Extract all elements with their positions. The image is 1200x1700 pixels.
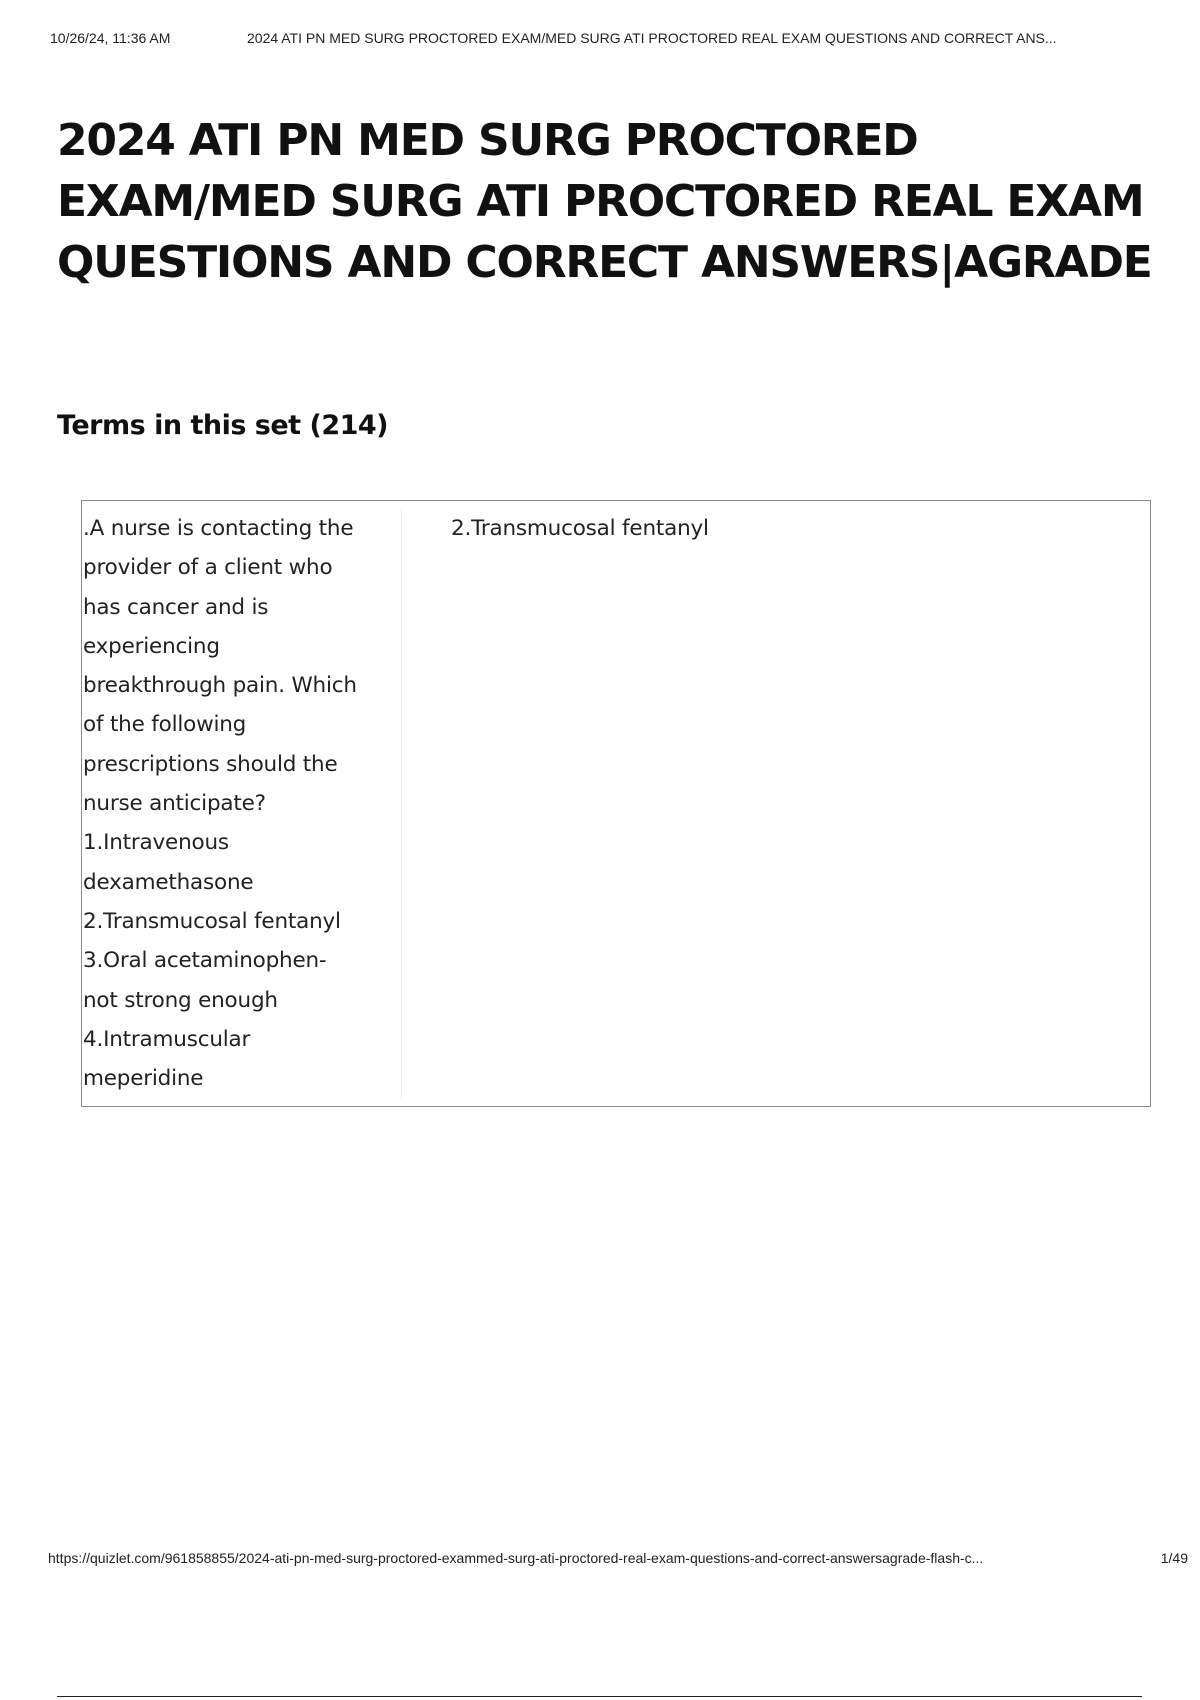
- print-footer: [48, 1550, 1188, 1570]
- print-timestamp: 10/26/24, 11:36 AM: [50, 30, 171, 46]
- page-title: 2024 ATI PN MED SURG PROCTORED EXAM/MED SURG ATI PROCTORED REAL EXAM QUESTIONS AND CORRECT ANSWERS|AGRADE: [57, 115, 1152, 288]
- print-header: [50, 30, 1180, 50]
- bottom-divider: [57, 1696, 1142, 1697]
- terms-count-heading: Terms in this set (214): [57, 410, 389, 441]
- page-number: 1/49: [1160, 1550, 1188, 1566]
- flashcard-definition: 2.Transmucosal fentanyl: [451, 516, 709, 541]
- print-footer-url: https://quizlet.com/961858855/2024-ati-pn-med-surg-proctored-exammed-surg-ati-proctored-real-exam-questions-and-correct-answersagrade-flash-c...: [48, 1550, 984, 1566]
- flashcard-term: .A nurse is contacting the provider of a client who has cancer and is experiencing breakthrough pain. Which of the following prescriptions should the nurse anticipate? 1.Intravenous dexamethasone 2.Transmucosal fentanyl 3.Oral acetaminophen- not strong enough 4.Intramuscular meperidine: [83, 509, 402, 1099]
- print-header-title: 2024 ATI PN MED SURG PROCTORED EXAM/MED SURG ATI PROCTORED REAL EXAM QUESTIONS AND CORRECT ANS...: [247, 30, 1057, 46]
- flashcard-row: [81, 500, 1151, 1107]
